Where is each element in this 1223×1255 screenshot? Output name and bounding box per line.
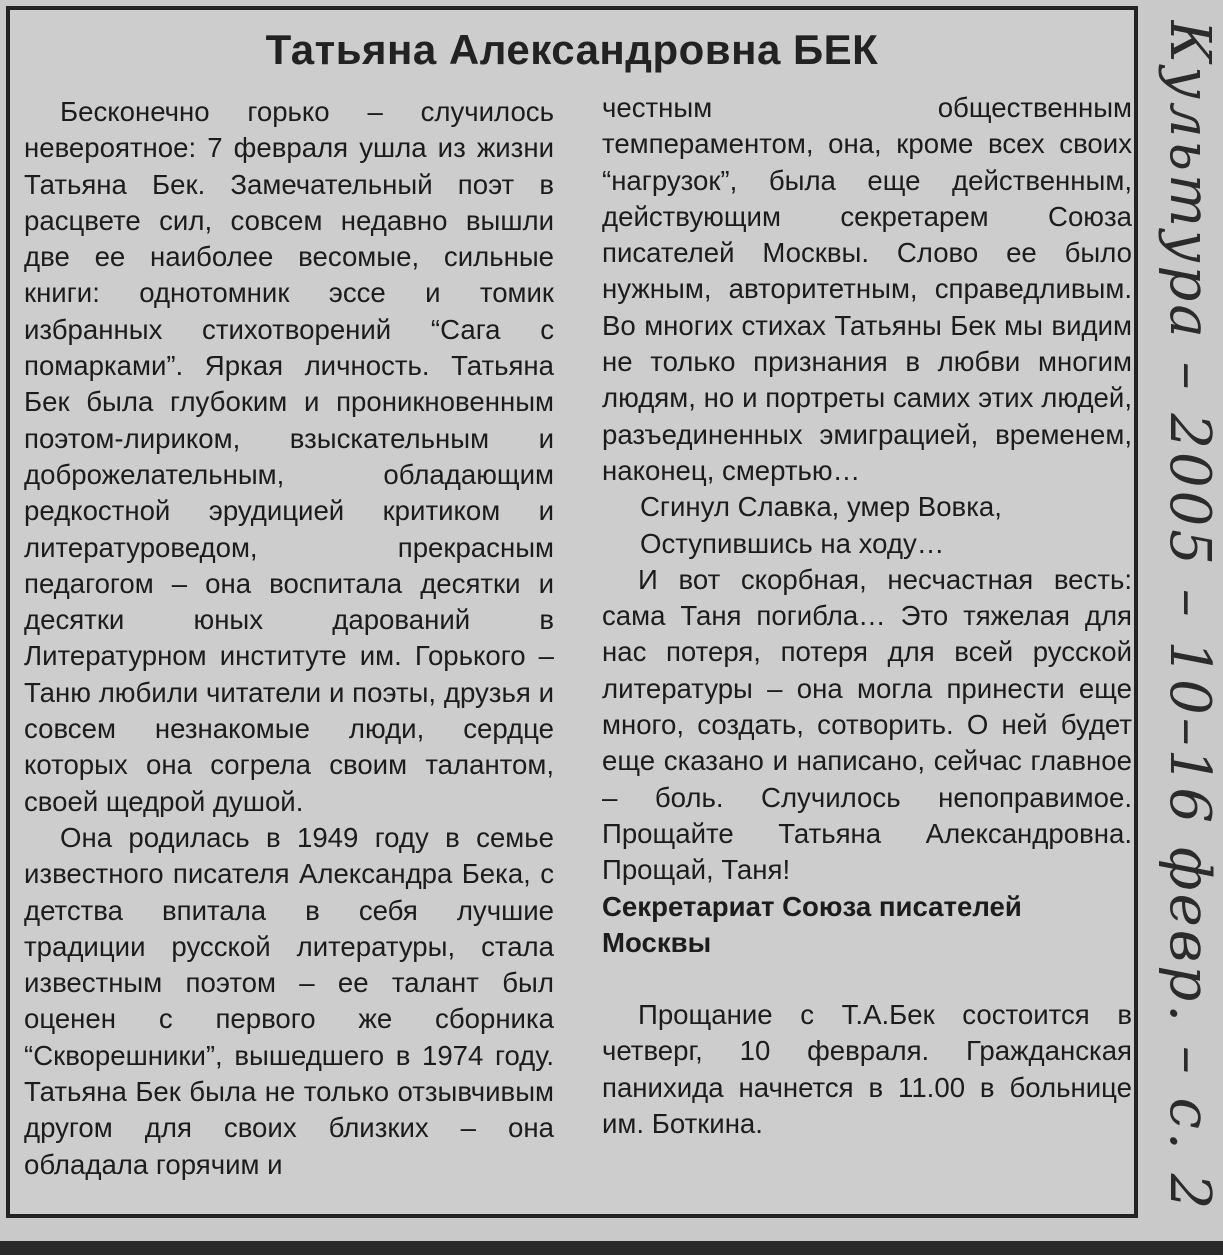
newspaper-clipping xyxy=(6,6,1138,1218)
signature-line-1: Секретариат Союза писателей xyxy=(602,890,1022,922)
headline: Татьяна Александровна БЕК xyxy=(265,26,879,73)
bottom-edge-bar xyxy=(0,1241,1223,1255)
paragraph-intro: Бесконечно горько – случилось невероятное: 7 февраля ушла из жизни Татьяна Бек. Замечательный поэт в расцвете сил, совсем недавно вышли две ее наиболее весомые, сильные книги: однотомник эссе и томик избранных стихотворений “Сага с помарками”. Яркая личность. Татьяна Бек была глубоким и проникновенным поэтом-лириком, взыскательным и доброжелательным, обладающим редкостной эрудицией критиком и литературоведом, прекрасным педагогом – она воспитала десятки и десятки юных дарований в Литературном институте им. Горького – Таню любили читатели и поэты, друзья и совсем незнакомые люди, сердце которых она согрела своим талантом, своей щедрой душой. xyxy=(24,96,554,817)
paragraph-closing: И вот скорбная, несчастная весть: сама Таня погибла… Это тяжелая для нас потеря, потеря для всей русской литературы – она могла принести еще много, создать, сотворить. О ней будет еще сказано и написано, сейчас главное – боль. Случилось непоправимое. Прощайте Татьяна Александровна. Прощай, Таня! xyxy=(602,563,1132,886)
verse-line-1: Сгинул Славка, умер Вовка, xyxy=(640,491,1002,523)
right-column xyxy=(602,90,1132,1142)
spacer xyxy=(602,961,1132,997)
handwritten-source-note: Культура – 2005 – 10–16 февр. – с. 2 xyxy=(1157,20,1222,1213)
paragraph-continuation: честным общественным темпераментом, она, кроме всех своих “нагрузок”, была еще действенным, действующим секретарем Союза писателей Москвы. Слово ее было нужным, авторитетным, справедливым. Во многих стихах Татьяны Бек мы видим не только признания в любви многим людям, но и портреты самих этих людей, разъединенных эмиграцией, временем, наконец, смертью… xyxy=(602,92,1132,486)
signature xyxy=(602,889,1132,962)
funeral-notice: Прощание с Т.А.Бек состоится в четверг, 10 февраля. Гражданская панихида начнется в 11.00 в больнице им. Боткина. xyxy=(602,999,1132,1140)
paragraph-biography: Она родилась в 1949 году в семье известного писателя Александра Бека, с детства впитала в себя лучшие традиции русской литературы, стала известным поэтом – ее талант был оценен с первого же сборника “Скворешники”, вышедшего в 1974 году. Татьяна Бек была не только отзывчивым другом для своих близких – она обладала горячим и xyxy=(24,821,554,1180)
signature-line-2: Москвы xyxy=(602,926,712,958)
handwritten-annotation xyxy=(1138,20,1222,1220)
verse-line-2: Оступившись на ходу… xyxy=(640,527,945,559)
left-column xyxy=(24,94,554,1183)
